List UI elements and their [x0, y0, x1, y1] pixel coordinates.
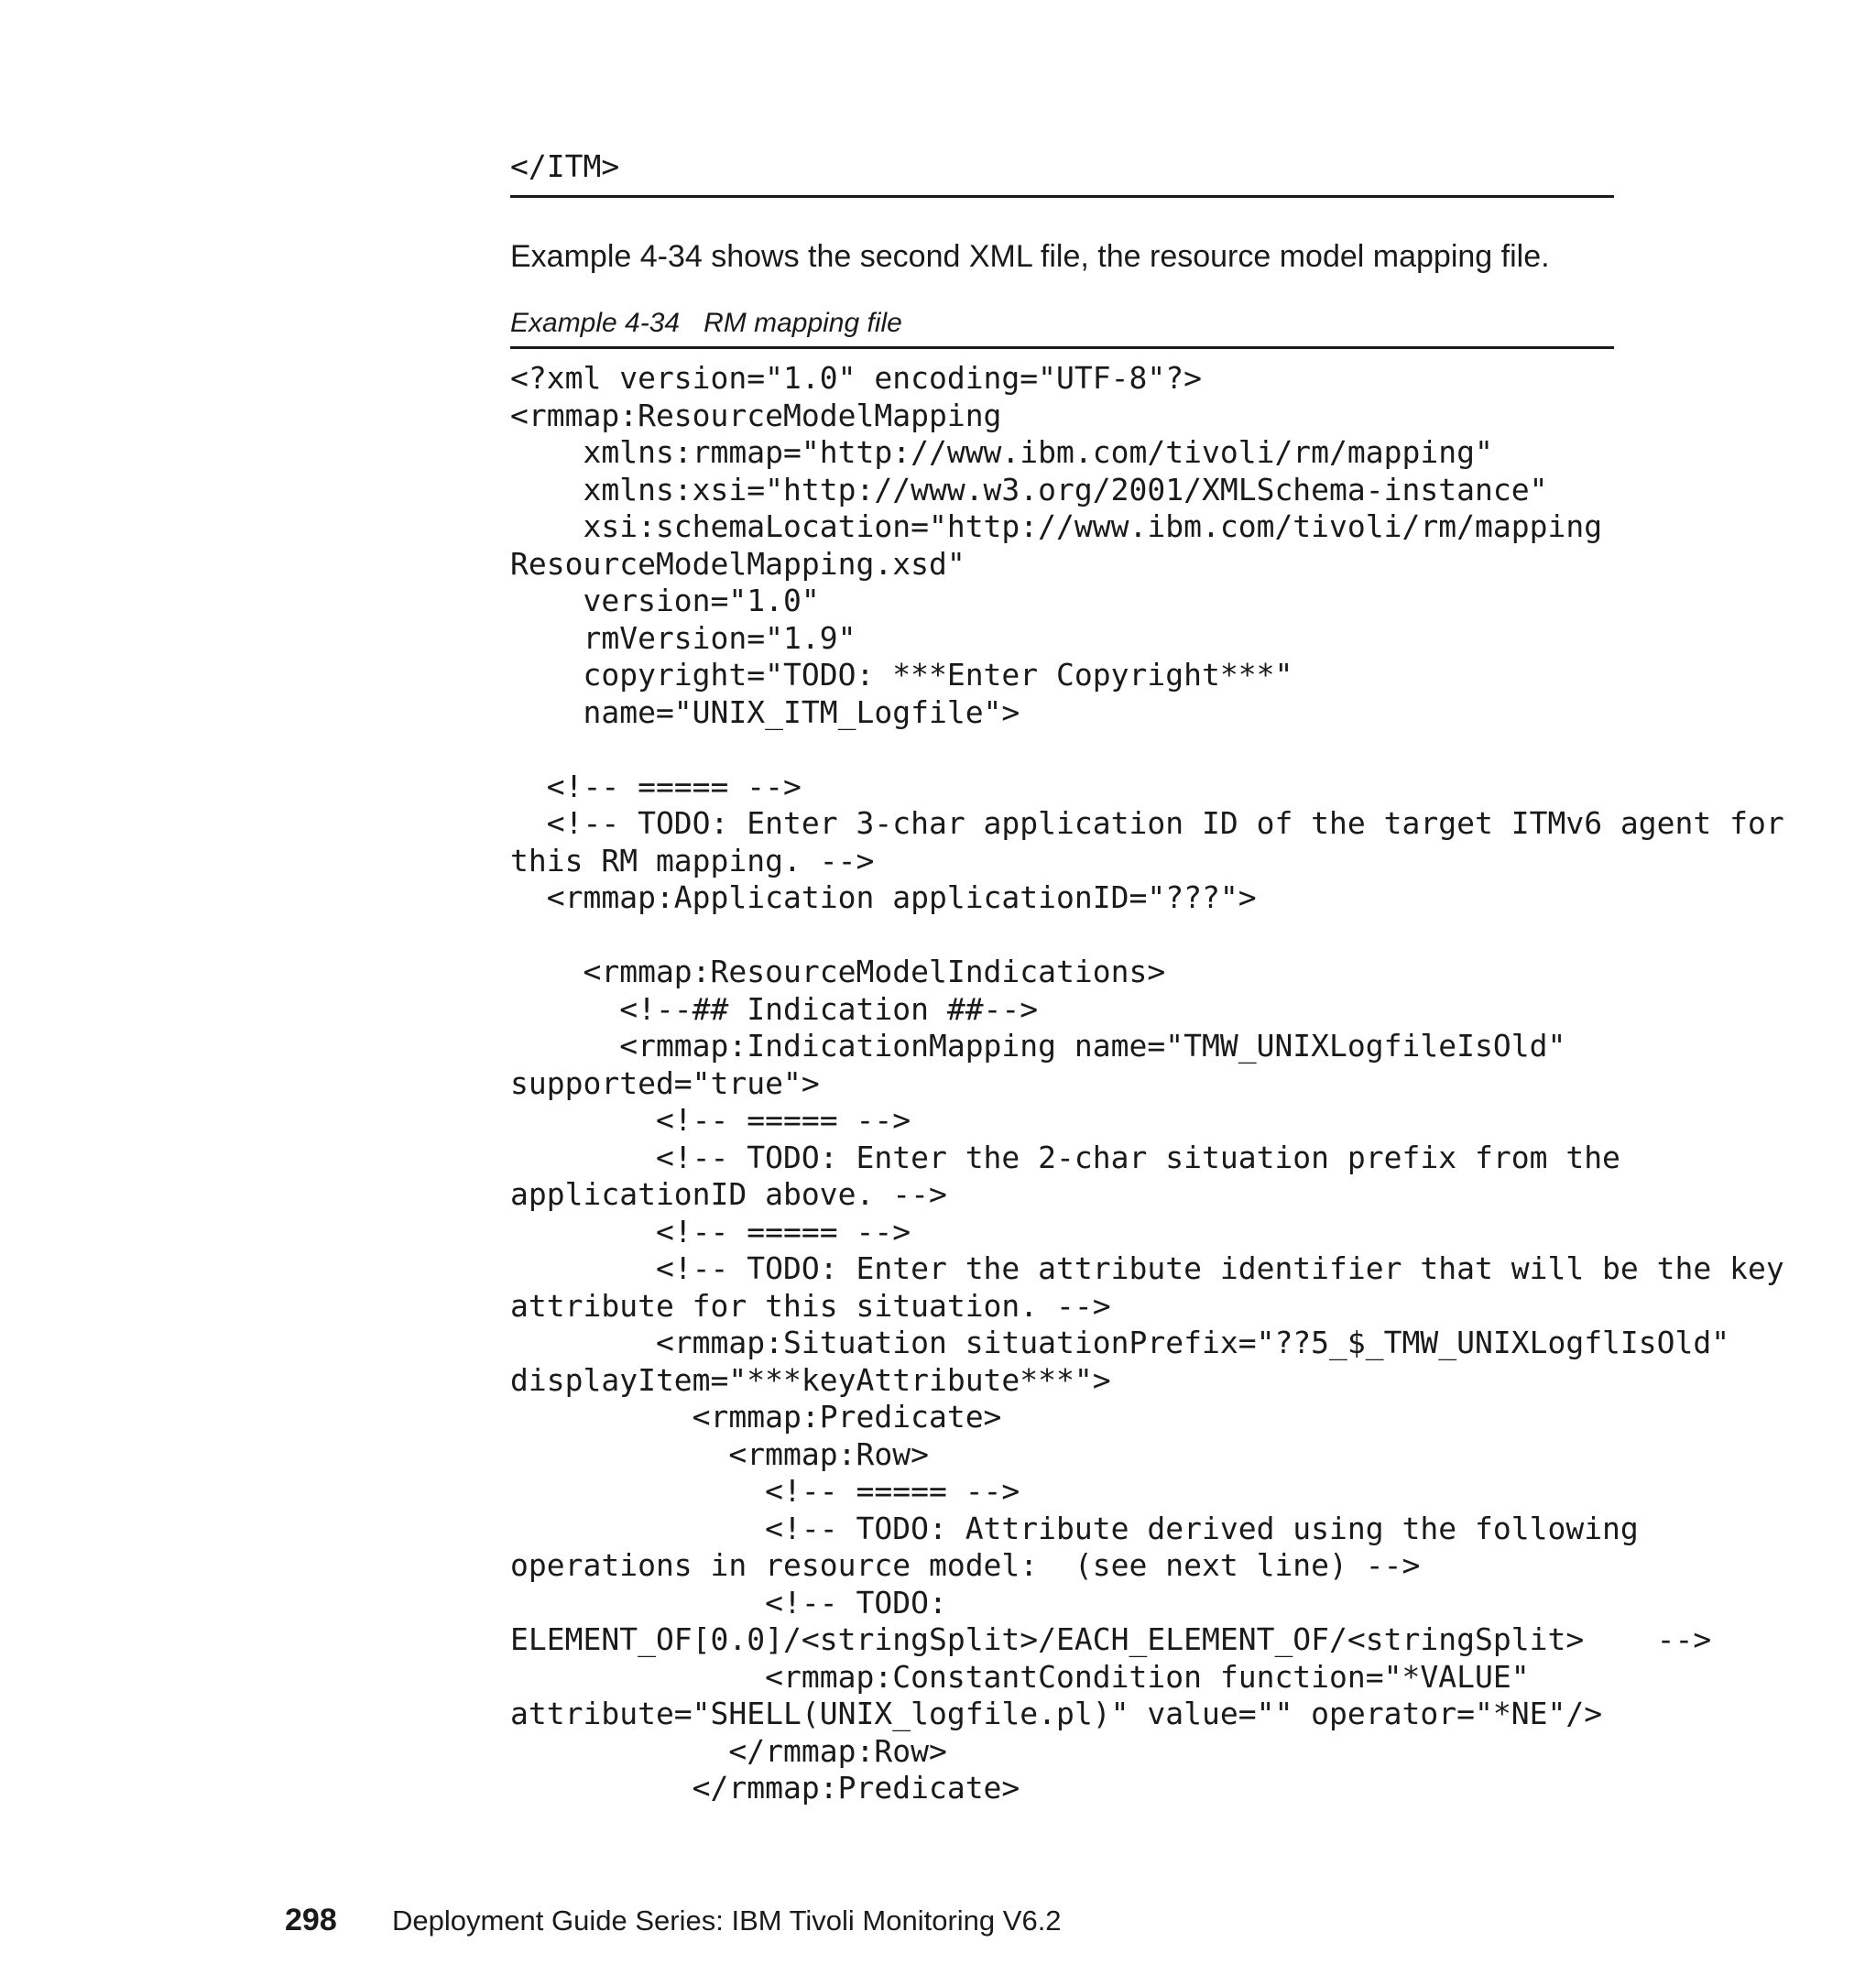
code-line: <rmmap:ResourceModelIndications> [510, 954, 1166, 989]
code-listing [510, 360, 1784, 1807]
code-line: attribute="SHELL(UNIX_logfile.pl)" value="" operator="*NE"/> [510, 1696, 1603, 1731]
code-line: <?xml version="1.0" encoding="UTF-8"?> [510, 360, 1202, 396]
example-caption-label: Example 4-34 [510, 308, 681, 338]
code-line: <!-- TODO: [510, 1584, 947, 1620]
code-line: <rmmap:Situation situationPrefix="??5_$_TMW_UNIXLogflIsOld" [510, 1325, 1730, 1360]
code-line: ResourceModelMapping.xsd" [510, 545, 965, 582]
code-line: xsi:schemaLocation="http://www.ibm.com/tivoli/rm/mapping [510, 508, 1603, 544]
book-title: Deployment Guide Series: IBM Tivoli Monitoring V6.2 [392, 1904, 1062, 1937]
code-line: <!-- TODO: Attribute derived using the following [510, 1510, 1639, 1546]
code-line: version="1.0" [510, 583, 820, 618]
page-number: 298 [285, 1903, 337, 1937]
code-line: operations in resource model: (see next line) --> [510, 1547, 1421, 1583]
code-line: <!-- ===== --> [510, 1473, 1020, 1509]
code-line: <rmmap:Predicate> [510, 1399, 1002, 1435]
code-line: supported="true"> [510, 1064, 820, 1101]
code-line: </rmmap:Predicate> [510, 1770, 1020, 1806]
code-line: this RM mapping. --> [510, 842, 875, 878]
example-start-rule [510, 346, 1614, 349]
code-line: ELEMENT_OF[0.0]/<stringSplit>/EACH_ELEMENT_OF/<stringSplit> --> [510, 1621, 1712, 1657]
code-line: <rmmap:ConstantCondition function="*VALUE" [510, 1658, 1530, 1695]
example-end-rule [510, 195, 1614, 198]
code-line: <rmmap:IndicationMapping name="TMW_UNIXLogfileIsOld" [510, 1028, 1566, 1064]
code-line: <!-- ===== --> [510, 1213, 911, 1249]
code-line: xmlns:rmmap="http://www.ibm.com/tivoli/rm/mapping" [510, 434, 1493, 470]
code-line: name="UNIX_ITM_Logfile"> [510, 693, 1020, 730]
code-line: <!-- ===== --> [510, 768, 802, 804]
example-caption-title: RM mapping file [704, 308, 902, 338]
code-line: <!-- TODO: Enter 3-char application ID of the target ITMv6 agent for [510, 805, 1784, 841]
code-line: <rmmap:Application applicationID="???"> [510, 879, 1257, 915]
code-line: <!-- TODO: Enter the attribute identifier that will be the key [510, 1250, 1784, 1286]
code-line: <!--## Indication ##--> [510, 990, 1039, 1027]
code-line: displayItem="***keyAttribute***"> [510, 1361, 1111, 1398]
code-line: rmVersion="1.9" [510, 619, 856, 656]
code-line: <!-- ===== --> [510, 1102, 911, 1138]
intro-paragraph: Example 4-34 shows the second XML file, the resource model mapping file. [510, 239, 1550, 274]
code-line: attribute for this situation. --> [510, 1287, 1111, 1324]
code-line: applicationID above. --> [510, 1176, 947, 1212]
code-line: xmlns:xsi="http://www.w3.org/2001/XMLSchema-instance" [510, 471, 1548, 507]
page-footer [285, 1900, 1062, 1947]
code-line: </rmmap:Row> [510, 1732, 947, 1769]
code-line: copyright="TODO: ***Enter Copyright***" [510, 657, 1293, 693]
code-line: <rmmap:ResourceModelMapping [510, 397, 1002, 433]
previous-code-end: </ITM> [510, 148, 620, 184]
example-caption [510, 305, 902, 342]
code-line: <rmmap:Row> [510, 1435, 929, 1472]
code-line: <!-- TODO: Enter the 2-char situation prefix from the [510, 1139, 1620, 1175]
